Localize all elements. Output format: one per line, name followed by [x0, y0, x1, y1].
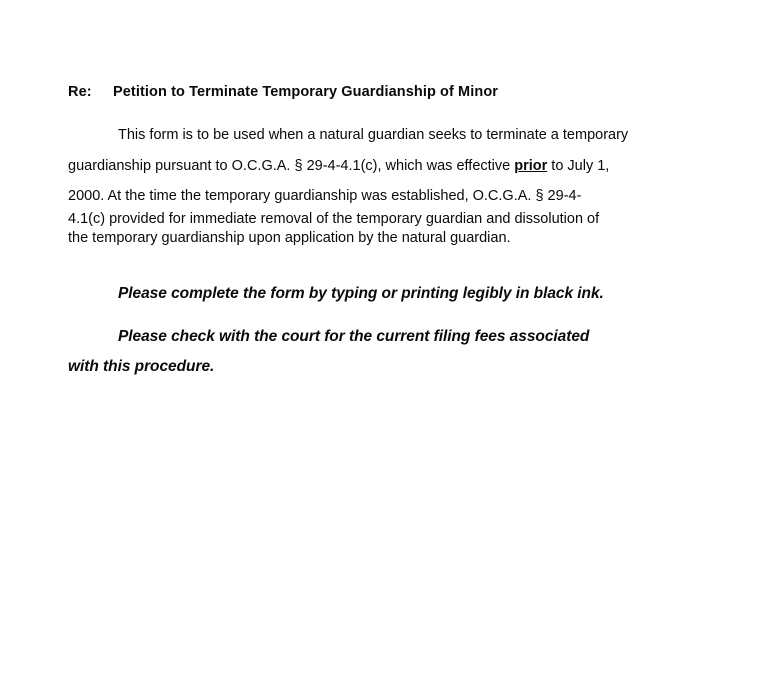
- re-title: Petition to Terminate Temporary Guardianship of Minor: [113, 84, 499, 100]
- body-line-3: 2000. At the time the temporary guardianship was established, O.C.G.A. § 29-4-: [68, 188, 582, 204]
- body-line-1: This form is to be used when a natural guardian seeks to terminate a temporary: [118, 127, 629, 143]
- instruction-black-ink-line-1: Please complete the form by typing or printing legibly in black ink.: [118, 285, 604, 302]
- body-line-2: [68, 151, 680, 182]
- instruction-filing-fees: [68, 322, 718, 382]
- body-line-2-text-before: guardianship pursuant to O.C.G.A. § 29-4-4.1(c), which was effective: [68, 158, 515, 174]
- re-heading: [68, 84, 498, 100]
- re-label: Re:: [68, 84, 92, 100]
- body-line-5: the temporary guardianship upon application by the natural guardian.: [68, 229, 511, 246]
- emphasis-prior: prior: [514, 158, 548, 174]
- body-line-2-text-after: to July 1,: [547, 158, 610, 174]
- instruction-filing-fees-line-2: with this procedure.: [68, 358, 215, 375]
- body-paragraph: [68, 120, 680, 247]
- instruction-black-ink: [68, 279, 718, 309]
- instruction-filing-fees-line-1: Please check with the court for the current filing fees associated: [118, 328, 590, 345]
- body-line-4: 4.1(c) provided for immediate removal of the temporary guardian and dissolution of: [68, 211, 600, 227]
